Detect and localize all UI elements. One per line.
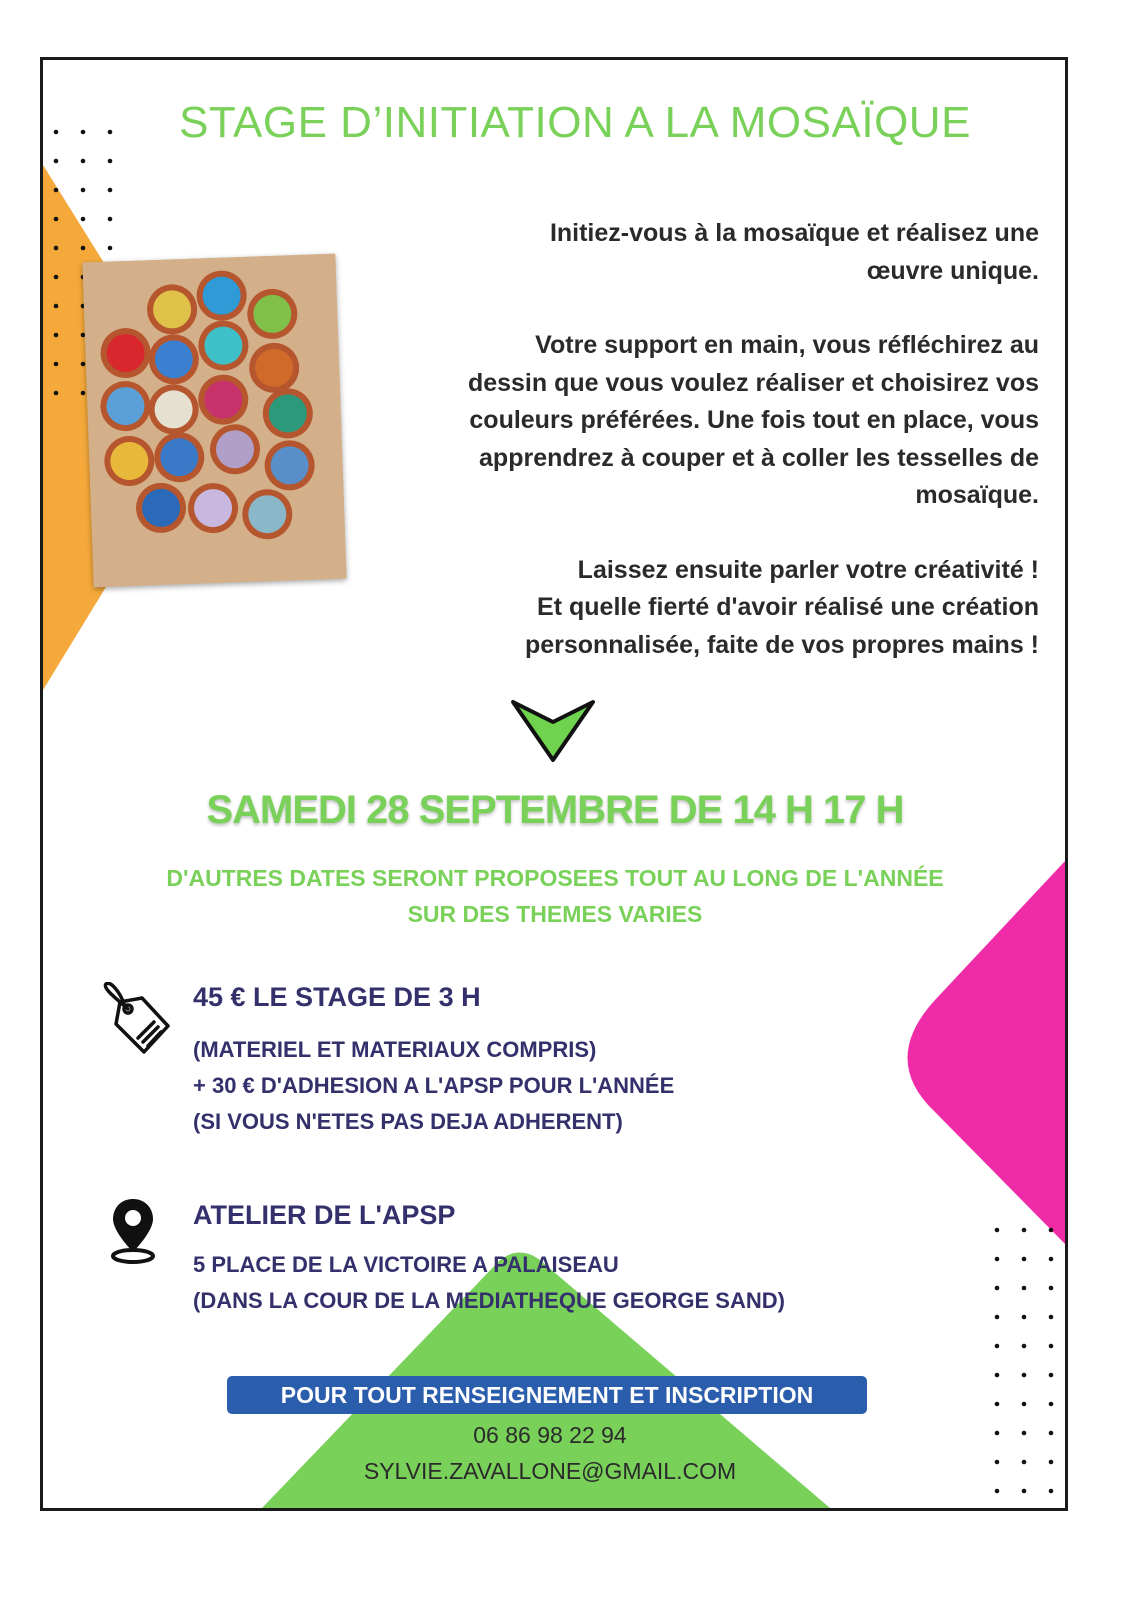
other-dates-note: D'AUTRES DATES SERONT PROPOSEES TOUT AU LONG DE L'ANNÉE SUR DES THEMES VARIES	[166, 865, 944, 927]
contact-email: SYLVIE.ZAVALLONE@GMAIL.COM	[363, 1458, 737, 1484]
mosaic-pots-image	[82, 254, 346, 588]
intro-paragraph-1: Initiez-vous à la mosaïque et réalisez une œuvre unique.	[549, 219, 1039, 285]
price-title: 45 € LE STAGE DE 3 H	[193, 982, 481, 1012]
intro-paragraph-3: Laissez ensuite parler votre créativité ! Et quelle fierté d'avoir réalisé une création personnalisée, faite de vos propres mains !	[524, 555, 1039, 659]
location-title: ATELIER DE L'APSP	[193, 1200, 456, 1230]
contact-phone: 06 86 98 22 94	[473, 1422, 627, 1448]
price-tag-icon	[98, 982, 173, 1057]
price-details: (MATERIEL ET MATERIAUX COMPRIS) + 30 € D'ADHESION A L'APSP POUR L'ANNÉE (SI VOUS N'ETES PAS DEJA ADHERENT)	[193, 1037, 675, 1134]
poster-title: STAGE D’INITIATION A LA MOSAÏQUE	[179, 98, 971, 147]
contact-banner: POUR TOUT RENSEIGNEMENT ET INSCRIPTION	[227, 1376, 867, 1414]
intro-paragraph-2: Votre support en main, vous réfléchirez au dessin que vous voulez réaliser et choisirez vos couleurs préférées. Une fois tout en place, vous apprendrez à couper et à coller les tesselles de mosaïque.	[467, 331, 1039, 509]
event-date: SAMEDI 28 SEPTEMBRE DE 14 H 17 H	[206, 788, 904, 832]
location-address: 5 PLACE DE LA VICTOIRE A PALAISEAU (DANS LA COUR DE LA MEDIATHEQUE GEORGE SAND)	[193, 1252, 785, 1313]
location-pin-icon	[108, 1196, 158, 1264]
mosaic-photo	[82, 254, 346, 588]
intro-text	[339, 215, 1039, 701]
